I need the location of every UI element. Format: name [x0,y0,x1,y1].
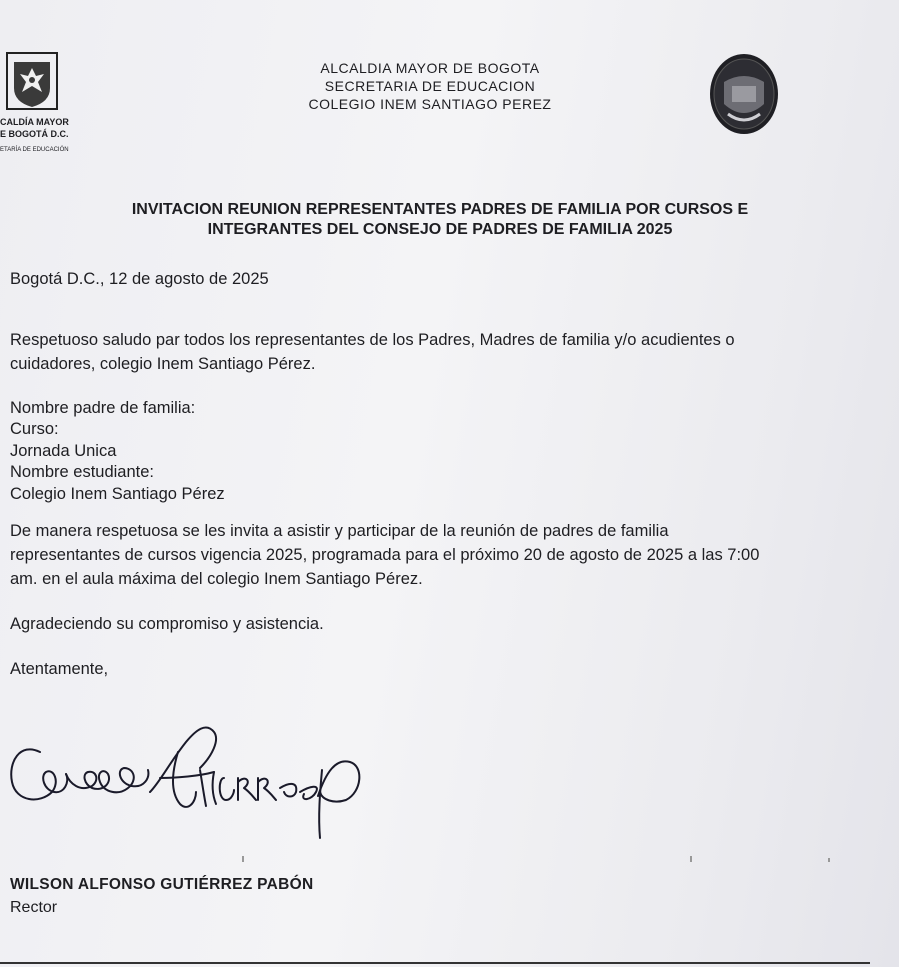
letterhead-line3: COLEGIO INEM SANTIAGO PEREZ [308,96,552,112]
handwritten-signature [0,712,380,842]
letter-title-line1: INVITACION REUNION REPRESENTANTES PADRES DE FAMILIA POR CURSOS E [131,201,749,218]
greeting-line2: cuidadores, colegio Inem Santiago Pérez. [10,355,316,373]
field-parent-name: Nombre padre de familia: [10,399,196,417]
closing-line: Atentamente, [10,660,109,678]
field-course: Curso: [10,420,59,438]
letter-date: Bogotá D.C., 12 de agosto de 2025 [10,270,269,288]
invitation-line3: am. en el aula máxima del colegio Inem Santiago Pérez. [10,570,423,588]
field-school: Colegio Inem Santiago Pérez [10,485,225,503]
letterhead-line1: ALCALDIA MAYOR DE BOGOTA [320,60,540,76]
paper-mark [828,858,830,862]
signatory-role: Rector [10,899,58,916]
paper-mark [690,856,692,862]
field-schedule: Jornada Unica [10,442,117,460]
letter-title-line2: INTEGRANTES DEL CONSEJO DE PADRES DE FAMILIA 2025 [207,221,673,238]
bogota-coat-of-arms-icon [6,52,58,110]
bottom-rule [0,962,870,964]
invitation-line1: De manera respetuosa se les invita a asistir y participar de la reunión de padres de familia [10,522,669,540]
logo-caption-line1: CALDÍA MAYOR [0,117,69,127]
field-student-name: Nombre estudiante: [10,463,154,481]
letterhead-line2: SECRETARIA DE EDUCACION [324,78,536,94]
greeting-line1: Respetuoso saludo par todos los representantes de los Padres, Madres de familia y/o acudientes o [10,331,735,349]
logo-caption-line3: ETARÍA DE EDUCACIÓN [0,147,69,153]
inem-school-crest-icon [708,52,780,138]
logo-caption-line2: E BOGOTÁ D.C. [0,129,69,139]
invitation-line2: representantes de cursos vigencia 2025, programada para el próximo 20 de agosto de 2025 a las 7:00 [10,546,760,564]
signatory-name: WILSON ALFONSO GUTIÉRREZ PABÓN [10,876,314,893]
paper-mark [242,856,244,862]
thanks-line: Agradeciendo su compromiso y asistencia. [10,615,324,633]
